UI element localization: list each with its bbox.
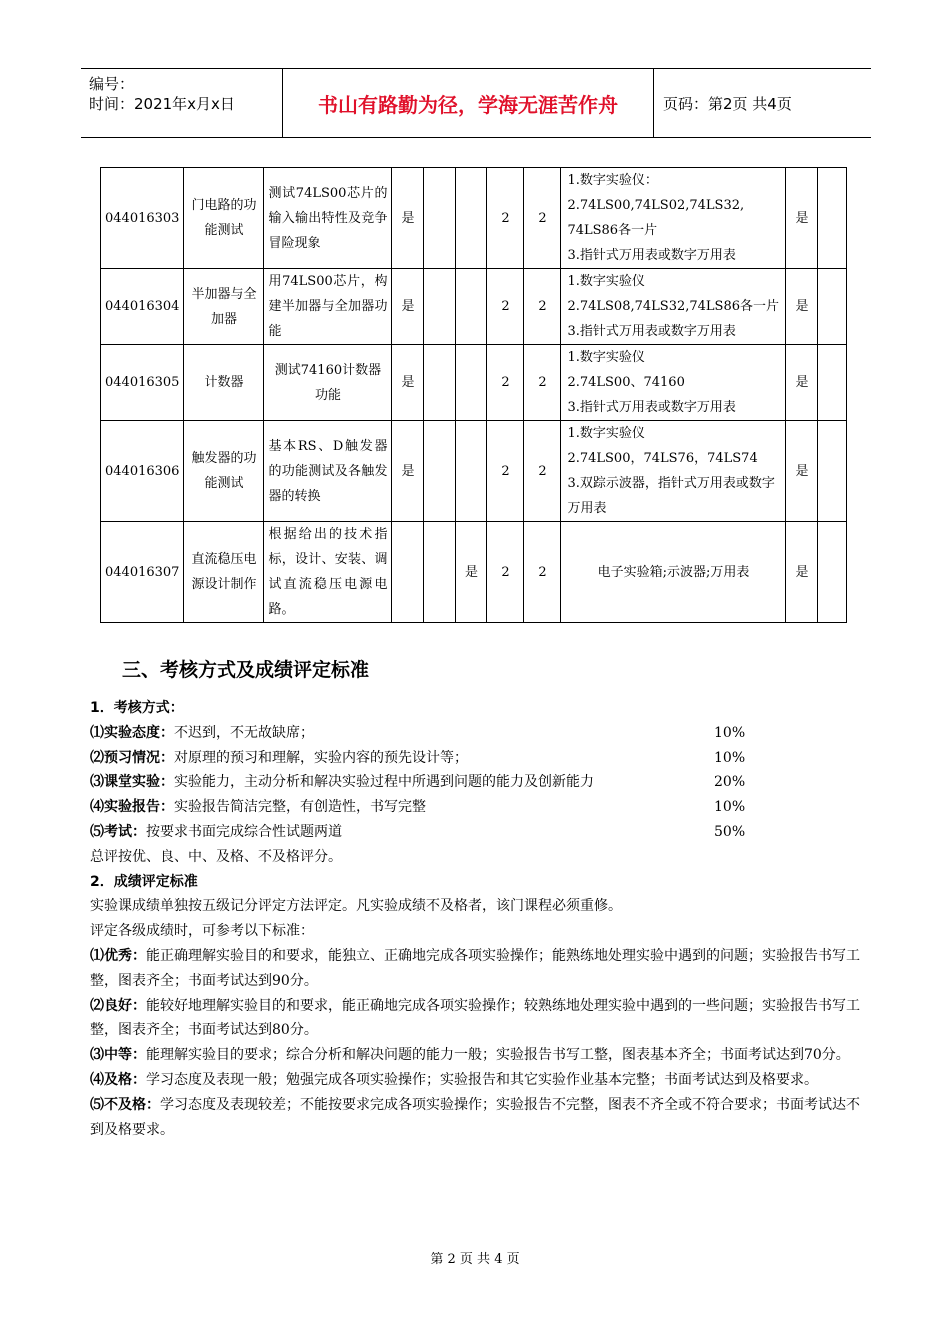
grade-label: ⑴优秀： [90,947,146,964]
type-other [424,269,456,345]
experiment-content: 用74LS00芯片，构建半加器与全加器功能 [264,269,392,345]
note [818,269,847,345]
experiment-name: 触发器的功能测试 [184,421,264,522]
equipment-line: 2.74LS08,74LS32,74LS86各一片 [567,299,779,314]
equipment [561,269,786,345]
assessment-item-label: ⑷实验报告： [90,799,174,816]
note [818,345,847,421]
experiment-content: 基本RS、D触发器的功能测试及各触发器的转换 [264,421,392,522]
section-title: 三、考核方式及成绩评定标准 [122,659,370,681]
assessment-item-text: 不迟到，不无故缺席； [174,724,314,741]
type-design [456,168,487,269]
assessment-item-label: ⑶课堂实验： [90,774,174,791]
experiment-name: 直流稳压电源设计制作 [184,522,264,623]
type-design [456,269,487,345]
experiment-name: 计数器 [184,345,264,421]
note [818,168,847,269]
experiment-code: 044016305 [101,345,184,421]
type-design [456,345,487,421]
hours: 2 [487,168,524,269]
assessment-item-weight: 10% [714,799,746,816]
type-design [456,421,487,522]
hours-actual: 2 [524,522,561,623]
hours-actual: 2 [524,421,561,522]
assessment-section [90,696,860,1142]
hours: 2 [487,345,524,421]
assessment-item [90,820,860,845]
hours: 2 [487,421,524,522]
experiment-content: 测试74LS00芯片的输入输出特性及竞争冒险现象 [264,168,392,269]
required-flag: 是 [786,421,818,522]
equipment-line: 1.数字实验仪 [567,274,645,289]
equipment-line: 电子实验箱;示波器;万用表 [597,564,750,580]
assessment-method-heading: 1．考核方式： [90,700,184,716]
assessment-item-weight: 50% [714,823,746,840]
assessment-item [90,795,860,820]
type-basic: 是 [392,421,424,522]
assessment-item-weight: 10% [714,724,746,741]
equipment-line: 3.指针式万用表或数字万用表 [567,324,736,339]
assessment-item [90,746,860,771]
experiment-name: 门电路的功能测试 [184,168,264,269]
type-design: 是 [456,522,487,623]
table-row [101,168,847,269]
equipment-line: 3.双踪示波器，指针式万用表或数字万用表 [567,476,775,516]
grading-intro-2: 评定各级成绩时，可参考以下标准： [90,923,314,940]
assessment-item [90,721,860,746]
experiment-content: 测试74160计数器功能 [264,345,392,421]
required-flag: 是 [786,522,818,623]
table-row [101,522,847,623]
header-meta [81,69,283,137]
hours-actual: 2 [524,269,561,345]
equipment [561,345,786,421]
assessment-item-label: ⑴实验态度： [90,724,174,741]
assessment-item-weight: 10% [714,749,746,766]
equipment-line: 1.数字实验仪 [567,426,645,441]
experiment-code: 044016303 [101,168,184,269]
table-row [101,345,847,421]
required-flag: 是 [786,269,818,345]
equipment-line: 2.74LS00,74LS02,74LS32, 74LS86各一片 [567,198,745,238]
grading-heading: 2．成绩评定标准 [90,873,198,890]
equipment-line: 2.74LS00、74160 [567,375,685,390]
grade-label: ⑸不及格： [90,1096,160,1113]
assessment-item [90,770,860,795]
hours: 2 [487,522,524,623]
experiment-code: 044016304 [101,269,184,345]
hours-actual: 2 [524,168,561,269]
assessment-item-text: 实验能力，主动分析和解决实验过程中所遇到问题的能力及创新能力 [174,774,594,791]
type-basic: 是 [392,168,424,269]
grade-label: ⑶中等： [90,1047,146,1064]
type-other [424,421,456,522]
note [818,421,847,522]
grade-label: ⑵良好： [90,997,146,1014]
type-other [424,522,456,623]
grade-criterion [90,1043,860,1068]
type-other [424,168,456,269]
page-number-label: 页码：第2页 共4页 [663,95,792,113]
hours: 2 [487,269,524,345]
type-other [424,345,456,421]
grade-text: 能理解实验目的要求；综合分析和解决问题的能力一般；实验报告书写工整，图表基本齐全；书面考试达到70分。 [146,1047,850,1064]
equipment-line: 3.指针式万用表或数字万用表 [567,248,736,263]
grade-label: ⑷及格： [90,1071,146,1088]
grade-criterion [90,994,860,1044]
grade-criterion [90,1068,860,1093]
equipment-line: 1.数字实验仪： [567,173,658,188]
page-header [81,68,871,138]
assessment-item-text: 按要求书面完成综合性试题两道 [146,823,342,840]
grade-criterion [90,944,860,994]
equipment-line: 1.数字实验仪 [567,350,645,365]
equipment [561,522,786,623]
required-flag: 是 [786,345,818,421]
type-basic: 是 [392,269,424,345]
date-label: 时间：2021年x月x日 [89,95,235,113]
number-label: 编号： [89,75,135,93]
equipment-line: 2.74LS00，74LS76，74LS74 [567,451,758,466]
experiment-code: 044016307 [101,522,184,623]
grade-text: 学习态度及表现一般；勉强完成各项实验操作；实验报告和其它实验作业基本完整；书面考试达到及格要求。 [146,1071,818,1088]
assessment-item-text: 实验报告简洁完整，有创造性，书写完整 [174,799,426,816]
hours-actual: 2 [524,345,561,421]
required-flag: 是 [786,168,818,269]
grading-intro: 实验课成绩单独按五级记分评定方法评定。凡实验成绩不及格者，该门课程必须重修。 [90,898,622,915]
page-footer: 第 2 页 共 4 页 [430,1252,520,1267]
assessment-item-text: 对原理的预习和理解，实验内容的预先设计等； [174,749,468,766]
experiment-name: 半加器与全加器 [184,269,264,345]
experiment-table [100,167,847,623]
grade-text: 能正确理解实验目的和要求，能独立、正确地完成各项实验操作；能熟练地处理实验中遇到的问题；实验报告书写工整，图表齐全；书面考试达到90分。 [90,947,860,989]
assessment-item-label: ⑸考试： [90,823,146,840]
note [818,522,847,623]
grade-text: 学习态度及表现较差；不能按要求完成各项实验操作；实验报告不完整，图表不齐全或不符合要求；书面考试达不到及格要求。 [90,1096,860,1138]
type-basic: 是 [392,345,424,421]
type-basic [392,522,424,623]
equipment [561,421,786,522]
assessment-item-weight: 20% [714,774,746,791]
experiment-content: 根据给出的技术指标，设计、安装、调试直流稳压电源电路。 [264,522,392,623]
grade-text: 能较好地理解实验目的和要求，能正确地完成各项实验操作；较熟练地处理实验中遇到的一些问题；实验报告书写工整，图表齐全；书面考试达到80分。 [90,997,860,1039]
table-row [101,269,847,345]
assessment-item-label: ⑵预习情况： [90,749,174,766]
equipment-line: 3.指针式万用表或数字万用表 [567,400,736,415]
experiment-code: 044016306 [101,421,184,522]
equipment [561,168,786,269]
table-row [101,421,847,522]
grade-criterion [90,1093,860,1143]
header-motto: 书山有路勤为径，学海无涯苦作舟 [283,69,654,137]
summary-text: 总评按优、良、中、及格、不及格评分。 [90,848,342,865]
